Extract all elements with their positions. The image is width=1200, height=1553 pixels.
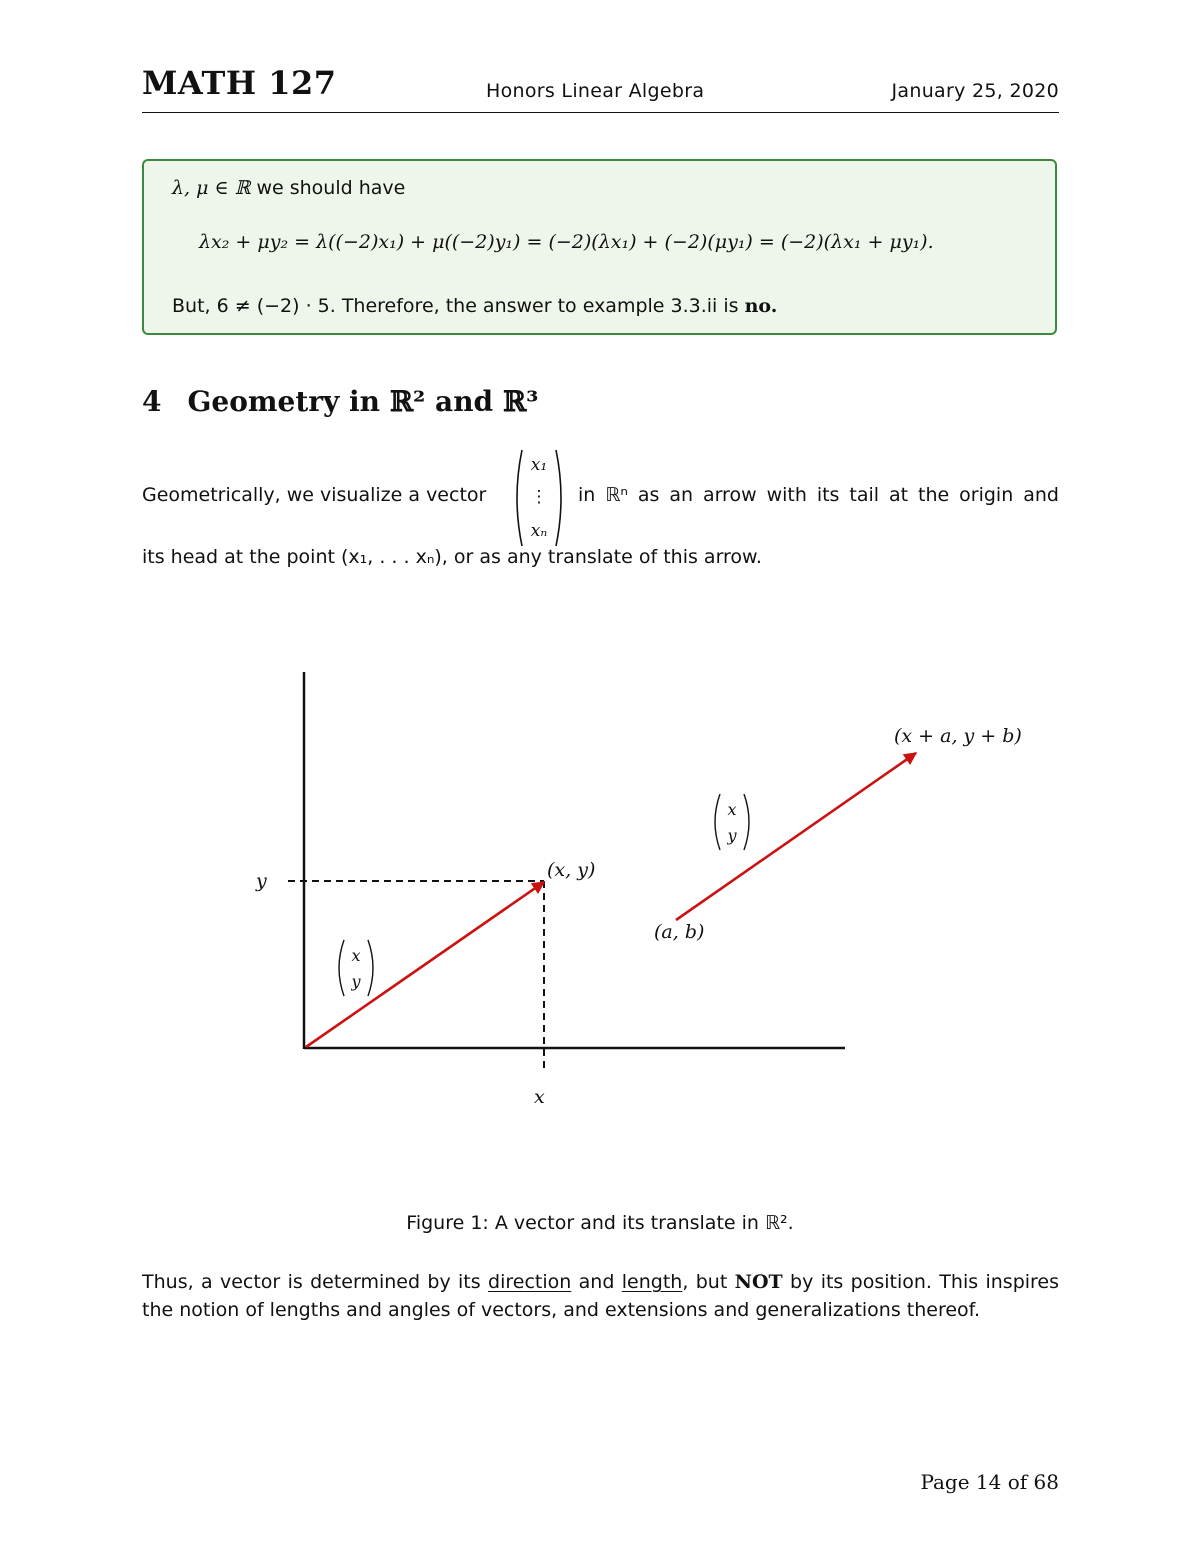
header-rule — [142, 112, 1059, 113]
vector-left-top: x — [351, 946, 361, 965]
vector-entry-dots: ⋮ — [530, 487, 548, 507]
position-vector-arrow — [306, 882, 544, 1047]
p2-text-4: by its position. This inspires the notion of lengths and angles of vectors, and extensions and generalizations thereof. — [142, 1271, 1060, 1321]
paragraph1-word: in — [578, 484, 596, 506]
p2-underline-direction: direction — [488, 1271, 572, 1293]
vector-figure — [230, 660, 1050, 1120]
box-line-1 — [172, 177, 405, 199]
vector-right-top: x — [727, 800, 737, 819]
head-label: (x + a, y + b) — [894, 725, 1022, 747]
x-axis-label: x — [534, 1086, 545, 1108]
point-label: (x, y) — [547, 859, 596, 881]
paragraph1-after-vector — [578, 484, 1059, 506]
p2-text-3: , but — [682, 1271, 728, 1293]
vector-entry-last: xₙ — [530, 521, 548, 541]
paragraph1-word: with — [766, 484, 807, 506]
column-vector — [510, 446, 568, 550]
paragraph1-word: ℝⁿ — [605, 484, 628, 506]
paragraph1-word: origin — [959, 484, 1014, 506]
paragraph1-word: and — [1023, 484, 1059, 506]
paragraph2 — [142, 1268, 1059, 1324]
section-title: Geometry in ℝ² and ℝ³ — [187, 385, 539, 418]
paragraph1-start: Geometrically, we visualize a vector — [142, 484, 487, 506]
box-equation: λx₂ + μy₂ = λ((−2)x₁) + μ((−2)y₁) = (−2)(λx₁) + (−2)(μy₁) = (−2)(λx₁ + μy₁). — [199, 231, 934, 253]
box-line-3 — [172, 295, 777, 317]
box-answer: no. — [744, 295, 778, 317]
paragraph1-word: at — [888, 484, 909, 506]
figure-caption: Figure 1: A vector and its translate in ℝ². — [406, 1212, 794, 1234]
box-line-3-text: But, 6 ≠ (−2) · 5. Therefore, the answer to example 3.3.ii is — [172, 295, 739, 317]
p2-text-1: Thus, a vector is determined by its — [142, 1271, 481, 1293]
page-number: Page 14 of 68 — [920, 1470, 1059, 1494]
p2-bold-not: NOT — [734, 1271, 783, 1293]
p2-text-2: and — [578, 1271, 615, 1293]
box-line-1-text: we should have — [256, 177, 406, 199]
vector-label-right — [715, 794, 749, 850]
course-subject: Honors Linear Algebra — [486, 80, 705, 102]
vector-entry-first: x₁ — [530, 455, 548, 475]
box-variables: λ, μ ∈ ℝ — [172, 177, 251, 199]
y-axis-label: y — [256, 870, 267, 892]
paragraph1-word: as — [637, 484, 660, 506]
translated-vector-arrow — [676, 753, 916, 920]
vector-right-bottom: y — [727, 826, 737, 845]
section-number: 4 — [142, 385, 162, 418]
paragraph1-word: an — [669, 484, 693, 506]
header-date: January 25, 2020 — [891, 80, 1059, 102]
p2-underline-length: length — [621, 1271, 683, 1293]
example-box — [142, 159, 1057, 335]
vector-left-bottom: y — [351, 972, 361, 991]
paragraph1-word: the — [918, 484, 950, 506]
paragraph1-word: its — [816, 484, 840, 506]
section-heading — [142, 385, 538, 418]
paragraph1-word: tail — [849, 484, 880, 506]
paragraph1-line2: its head at the point (x₁, . . . xₙ), or as any translate of this arrow. — [142, 546, 762, 568]
paragraph1-word: arrow — [702, 484, 757, 506]
course-title: MATH 127 — [142, 64, 337, 102]
vector-label-left — [339, 940, 373, 996]
tail-label: (a, b) — [654, 921, 705, 943]
